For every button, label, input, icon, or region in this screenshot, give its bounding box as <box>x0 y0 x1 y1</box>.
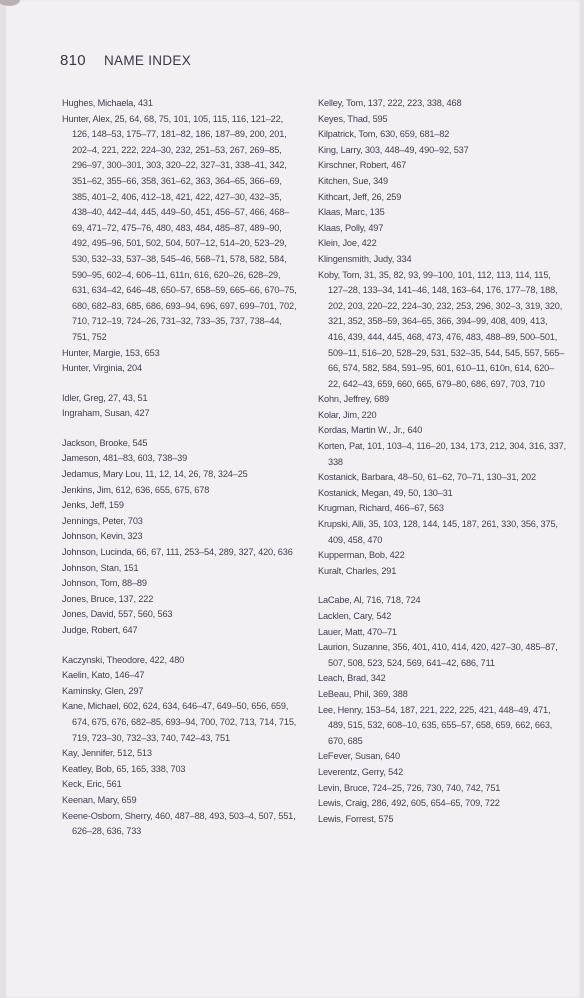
index-entry: Lacklen, Cary, 542 <box>318 611 392 621</box>
index-entry: Hunter, Alex, 25, 64, 68, 75, 101, 105, 115, 116, 121–22, 126, 148–53, 175–77, 181–82, 186, 187–89, 200, 201, 202–4, 221, 222, 224–30, 232, 251–53, 267, 269–85, 296–97, 300–301, 303, 320–22, 327–31, 338–41, 342, 351–62, 355–66, 358, 361–62, 363, 364–65, 366–69, 385, 401–2, 406, 412–18, 421, 422, 427–30, 432–35, 438–40, 442–44, 445, 449–50, 451, 456–57, 466, 468–69, 471–72, 475–76, 480, 483, 484, 485–87, 489–90, 492, 495–96, 501, 502, 504, 507–12, 514–20, 523–29, 530, 532–33, 537–38, 545–46, 568–71, 578, 582, 584, 590–95, 602–4, 606–11, 611n, 616, 620–26, 628–29, 631, 634–42, 646–48, 650–57, 658–59, 665–66, 670–75, 680, 682–83, 685, 686, 693–94, 696, 697, 699–701, 702, 710, 712–19, 724–26, 731–32, 733–35, 737, 738–44, 751, 752 <box>62 113 297 342</box>
index-entry: Kuralt, Charles, 291 <box>318 565 397 576</box>
index-entry: LeBeau, Phil, 369, 388 <box>318 688 408 699</box>
page-number: 810 <box>60 52 86 69</box>
index-entry: Kithcart, Jeff, 26, 259 <box>318 191 402 202</box>
index-column-left <box>62 96 298 840</box>
index-entry: Kirschner, Robert, 467 <box>318 160 407 171</box>
index-entry: Klingensmith, Judy, 334 <box>318 253 412 264</box>
index-entry: Kane, Michael, 602, 624, 634, 646–47, 649–50, 656, 659, 674, 675, 676, 682–85, 693–94, 700, 702, 713, 714, 715, 719, 723–30, 732–33, 740, 742–43, 751 <box>62 701 297 743</box>
letter-group-gap <box>62 422 298 436</box>
index-entry: Krugman, Richard, 466–67, 563 <box>318 503 444 514</box>
index-entry: Kolar, Jim, 220 <box>318 409 377 420</box>
index-entry: Hunter, Virginia, 204 <box>62 363 142 374</box>
index-entry: Klaas, Polly, 497 <box>318 222 384 233</box>
running-header <box>60 52 191 69</box>
index-entry: LaCabe, Al, 716, 718, 724 <box>318 595 421 606</box>
index-entry: Johnson, Lucinda, 66, 67, 111, 253–54, 289, 327, 420, 636 <box>62 547 293 558</box>
index-entry: LeFever, Susan, 640 <box>318 751 400 762</box>
index-entry: Kupperman, Bob, 422 <box>318 550 405 561</box>
index-entry: Korten, Pat, 101, 103–4, 116–20, 134, 173, 212, 304, 316, 337, 338 <box>318 441 566 467</box>
index-entry: Johnson, Stan, 151 <box>62 562 139 573</box>
index-entry: Krupski, Alli, 35, 103, 128, 144, 145, 187, 261, 330, 356, 375, 409, 458, 470 <box>318 519 558 545</box>
index-entry: Kitchen, Sue, 349 <box>318 175 388 186</box>
index-entry: Keene-Osborn, Sherry, 460, 487–88, 493, 503–4, 507, 551, 626–28, 636, 733 <box>62 810 296 837</box>
index-entry: Kostanick, Megan, 49, 50, 130–31 <box>318 487 453 498</box>
index-entry: Leverentz, Gerry, 542 <box>318 766 404 777</box>
index-entry: Keck, Eric, 561 <box>62 779 122 790</box>
page-corner-shadow <box>0 0 20 6</box>
index-entry: Jenkins, Jim, 612, 636, 655, 675, 678 <box>62 484 210 495</box>
index-entry: Kilpatrick, Tom, 630, 659, 681–82 <box>318 129 450 140</box>
index-entry: Kaelin, Kato, 146–47 <box>62 670 145 681</box>
index-entry: Ingraham, Susan, 427 <box>62 408 150 419</box>
index-entry: Kaczynski, Theodore, 422, 480 <box>62 654 185 665</box>
index-entry: Keenan, Mary, 659 <box>62 794 137 805</box>
index-entry: Jameson, 481–83, 603, 738–39 <box>62 453 188 464</box>
index-entry: Koby, Tom, 31, 35, 82, 93, 99–100, 101, 112, 113, 114, 115, 127–28, 133–34, 141–46, 148, 163–64, 176, 177–78, 188, 202, 203, 220–22, 224–30, 232, 253, 296, 302–3, 319, 320, 321, 352, 358–59, 364–65, 366, 394–99, 408, 409, 413, 416, 439, 444, 445, 468, 473, 476, 483, 488–89, 500–501, 509–11, 516–20, 528–29, 531, 532–35, 544, 545, 557, 565–66, 574, 582, 584, 591–95, 601, 610–11, 610n, 614, 620–22, 642–43, 659, 660, 665, 679–80, 686, 697, 703, 710 <box>318 269 565 389</box>
index-entry: Kohn, Jeffrey, 689 <box>318 394 390 405</box>
index-page <box>6 0 582 998</box>
index-entry: Lauer, Matt, 470–71 <box>318 626 397 637</box>
index-entry: Lee, Henry, 153–54, 187, 221, 222, 225, 421, 448–49, 471, 489, 515, 532, 608–10, 635, 655–57, 658, 659, 662, 663, 670, 685 <box>318 704 553 746</box>
index-entry: Jedamus, Mary Lou, 11, 12, 14, 26, 78, 324–25 <box>62 469 248 480</box>
index-entry: Kelley, Tom, 137, 222, 223, 338, 468 <box>318 98 462 108</box>
index-entry: Hughes, Michaela, 431 <box>62 98 153 108</box>
index-entry: Jackson, Brooke, 545 <box>62 437 148 448</box>
index-entry: Idler, Greg, 27, 43, 51 <box>62 392 148 403</box>
index-entry: Lewis, Forrest, 575 <box>318 813 394 824</box>
index-entry: Jones, Bruce, 137, 222 <box>62 593 154 604</box>
index-entry: Keyes, Thad, 595 <box>318 113 388 124</box>
index-entry: Kordas, Martin W., Jr., 640 <box>318 425 423 436</box>
index-entry: Johnson, Kevin, 323 <box>62 531 143 542</box>
index-entry: Kostanick, Barbara, 48–50, 61–62, 70–71, 130–31, 202 <box>318 472 536 483</box>
index-entry: Klein, Joe, 422 <box>318 238 377 249</box>
letter-group-gap <box>318 579 566 593</box>
index-entry: Johnson, Tom, 88–89 <box>62 578 147 589</box>
index-entry: King, Larry, 303, 448–49, 490–92, 537 <box>318 144 469 155</box>
index-entry: Kay, Jennifer, 512, 513 <box>62 748 152 759</box>
index-entry: Keatley, Bob, 65, 165, 338, 703 <box>62 763 186 774</box>
index-entry: Jennings, Peter, 703 <box>62 515 143 526</box>
index-entry: Jenks, Jeff, 159 <box>62 500 124 511</box>
index-entry: Judge, Robert, 647 <box>62 625 138 635</box>
letter-group-gap <box>62 639 298 653</box>
index-entry: Lewis, Craig, 286, 492, 605, 654–65, 709, 722 <box>318 798 500 809</box>
section-title: NAME INDEX <box>104 53 192 68</box>
index-entry: Klaas, Marc, 135 <box>318 207 385 218</box>
index-entry: Kaminsky, Glen, 297 <box>62 685 144 696</box>
index-column-right <box>318 96 566 827</box>
index-entry: Laurion, Suzanne, 356, 401, 410, 414, 420, 427–30, 485–87, 507, 508, 523, 524, 569, 641–42, 686, 711 <box>318 642 558 668</box>
index-entry: Hunter, Margie, 153, 653 <box>62 347 160 358</box>
index-entry: Levin, Bruce, 724–25, 726, 730, 740, 742, 751 <box>318 782 501 793</box>
index-entry: Leach, Brad, 342 <box>318 673 386 684</box>
index-entry: Jones, David, 557, 560, 563 <box>62 609 173 620</box>
letter-group-gap <box>62 377 298 391</box>
